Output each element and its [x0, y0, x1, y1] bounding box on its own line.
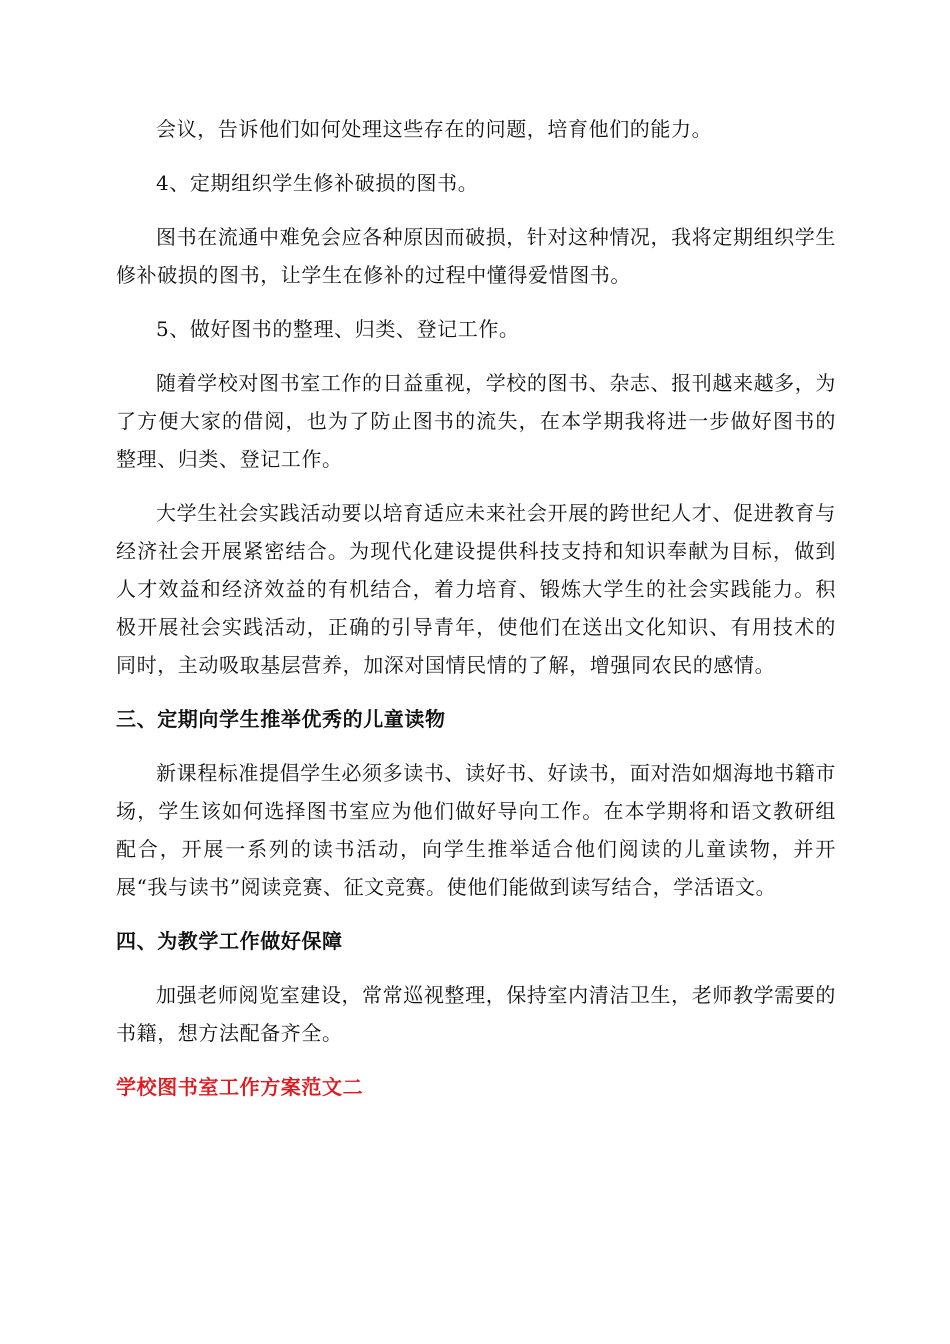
paragraph-organize-books: 随着学校对图书室工作的日益重视，学校的图书、杂志、报刊越来越多，为了方便大家的借阅，也为了防止图书的流失，在本学期我将进一步做好图书的整理、归类、登记工作。: [116, 371, 836, 471]
paragraph-teacher-reading-room: 加强老师阅览室建设，常常巡视整理，保持室内清洁卫生，老师教学需要的书籍，想方法配备齐全。: [116, 983, 836, 1045]
document-body: [116, 110, 836, 1106]
paragraph-reading-recommend: 新课程标准提倡学生必须多读书、读好书、好读书，面对浩如烟海地书籍市场，学生该如何选择图书室应为他们做好导向工作。在本学期将和语文教研组配合，开展一系列的读书活动，向学生推举适合他们阅读的儿童读物，并开展“我与读书”阅读竞赛、征文竞赛。使他们能做到读写结合，学活语文。: [116, 761, 836, 899]
section-title-example-two: 学校图书室工作方案范文二: [116, 1075, 364, 1099]
item-4-title: 4、定期组织学生修补破损的图书。: [156, 171, 479, 195]
heading-section-4: 四、为教学工作做好保障: [116, 929, 343, 953]
heading-section-3: 三、定期向学生推举优秀的儿童读物: [116, 707, 446, 731]
paragraph-social-practice: 大学生社会实践活动要以培育适应未来社会开展的跨世纪人才、促进教育与经济社会开展紧密结合。为现代化建设提供科技支持和知识奉献为目标，做到人才效益和经济效益的有机结合，着力培育、锻炼大学生的社会实践能力。积极开展社会实践活动，正确的引导青年，使他们在送出文化知识、有用技术的同时，主动吸取基层营养，加深对国情民情的了解，增强同农民的感情。: [116, 501, 836, 677]
paragraph-repair-books: 图书在流通中难免会应各种原因而破损，针对这种情况，我将定期组织学生修补破损的图书，让学生在修补的过程中懂得爱惜图书。: [116, 225, 836, 287]
paragraph-meeting: 会议，告诉他们如何处理这些存在的问题，培育他们的能力。: [156, 117, 713, 141]
item-5-title: 5、做好图书的整理、归类、登记工作。: [156, 317, 520, 341]
